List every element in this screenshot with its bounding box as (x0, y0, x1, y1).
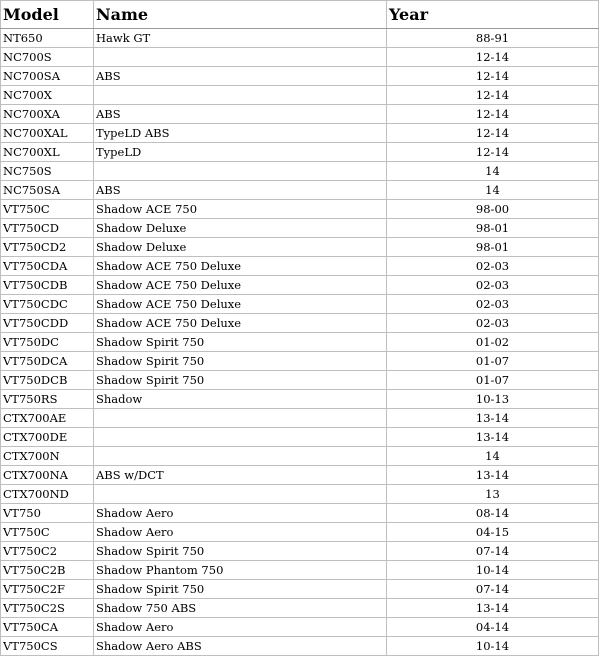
cell-model: VT750C2S (1, 599, 94, 618)
table-row (1, 580, 599, 599)
table-row (1, 181, 599, 200)
cell-year: 12-14 (387, 143, 599, 162)
cell-year: 12-14 (387, 86, 599, 105)
cell-year: 04-15 (387, 523, 599, 542)
table-row (1, 485, 599, 504)
cell-name: ABS (94, 105, 387, 124)
cell-year: 08-14 (387, 504, 599, 523)
cell-model: NC700X (1, 86, 94, 105)
cell-name: Shadow ACE 750 Deluxe (94, 295, 387, 314)
table-row (1, 409, 599, 428)
cell-name: Shadow Spirit 750 (94, 580, 387, 599)
table-row (1, 276, 599, 295)
table-row (1, 637, 599, 656)
cell-model: VT750CDA (1, 257, 94, 276)
table-row (1, 29, 599, 48)
table-row (1, 295, 599, 314)
cell-model: CTX700NA (1, 466, 94, 485)
cell-year: 13 (387, 485, 599, 504)
table-row (1, 447, 599, 466)
cell-name (94, 428, 387, 447)
cell-model: VT750CS (1, 637, 94, 656)
cell-name (94, 447, 387, 466)
cell-year: 14 (387, 162, 599, 181)
table-body (1, 29, 599, 656)
cell-year: 01-07 (387, 352, 599, 371)
table-row (1, 561, 599, 580)
cell-model: VT750 (1, 504, 94, 523)
table-row (1, 542, 599, 561)
cell-model: NC700SA (1, 67, 94, 86)
header-model: Model (1, 1, 94, 29)
cell-model: NT650 (1, 29, 94, 48)
cell-year: 12-14 (387, 124, 599, 143)
cell-name: Shadow (94, 390, 387, 409)
table-row (1, 105, 599, 124)
table-row (1, 219, 599, 238)
cell-name: Shadow Spirit 750 (94, 352, 387, 371)
table-row (1, 67, 599, 86)
cell-model: VT750DC (1, 333, 94, 352)
cell-year: 07-14 (387, 580, 599, 599)
table-row (1, 238, 599, 257)
cell-name: Shadow Spirit 750 (94, 371, 387, 390)
table-row (1, 314, 599, 333)
cell-model: CTX700AE (1, 409, 94, 428)
table-row (1, 333, 599, 352)
cell-model: CTX700DE (1, 428, 94, 447)
cell-name: Shadow Aero ABS (94, 637, 387, 656)
cell-model: NC700S (1, 48, 94, 67)
cell-name (94, 48, 387, 67)
table-row (1, 124, 599, 143)
table-row (1, 257, 599, 276)
cell-name: Shadow Deluxe (94, 238, 387, 257)
cell-year: 07-14 (387, 542, 599, 561)
table-header (1, 1, 599, 29)
cell-year: 01-07 (387, 371, 599, 390)
cell-model: VT750CDD (1, 314, 94, 333)
table-row (1, 200, 599, 219)
table-row (1, 48, 599, 67)
cell-name (94, 86, 387, 105)
cell-year: 04-14 (387, 618, 599, 637)
cell-model: VT750C2B (1, 561, 94, 580)
cell-model: VT750C2F (1, 580, 94, 599)
cell-name: ABS w/DCT (94, 466, 387, 485)
cell-name: Shadow ACE 750 Deluxe (94, 276, 387, 295)
cell-model: VT750C (1, 523, 94, 542)
cell-year: 14 (387, 181, 599, 200)
cell-model: VT750CD2 (1, 238, 94, 257)
cell-name: TypeLD (94, 143, 387, 162)
cell-year: 10-13 (387, 390, 599, 409)
cell-name: Hawk GT (94, 29, 387, 48)
cell-name: Shadow Spirit 750 (94, 333, 387, 352)
cell-model: CTX700N (1, 447, 94, 466)
cell-model: VT750CD (1, 219, 94, 238)
table-row (1, 466, 599, 485)
cell-name: Shadow Spirit 750 (94, 542, 387, 561)
cell-year: 02-03 (387, 314, 599, 333)
cell-model: NC700XAL (1, 124, 94, 143)
cell-model: NC750S (1, 162, 94, 181)
table-row (1, 618, 599, 637)
cell-year: 14 (387, 447, 599, 466)
cell-model: VT750C (1, 200, 94, 219)
cell-name: Shadow Phantom 750 (94, 561, 387, 580)
cell-year: 12-14 (387, 105, 599, 124)
cell-model: NC750SA (1, 181, 94, 200)
header-row (1, 1, 599, 29)
cell-model: VT750DCB (1, 371, 94, 390)
cell-year: 98-01 (387, 238, 599, 257)
cell-year: 13-14 (387, 428, 599, 447)
cell-name (94, 409, 387, 428)
table-row (1, 428, 599, 447)
cell-name: ABS (94, 67, 387, 86)
table-row (1, 143, 599, 162)
cell-year: 13-14 (387, 599, 599, 618)
table-row (1, 523, 599, 542)
cell-name: TypeLD ABS (94, 124, 387, 143)
table-row (1, 371, 599, 390)
cell-year: 98-00 (387, 200, 599, 219)
cell-year: 02-03 (387, 295, 599, 314)
cell-model: VT750CA (1, 618, 94, 637)
cell-name: Shadow Aero (94, 504, 387, 523)
cell-year: 12-14 (387, 48, 599, 67)
cell-year: 12-14 (387, 67, 599, 86)
cell-name: Shadow 750 ABS (94, 599, 387, 618)
cell-name: Shadow Aero (94, 523, 387, 542)
cell-year: 02-03 (387, 276, 599, 295)
cell-year: 10-14 (387, 561, 599, 580)
cell-model: VT750CDC (1, 295, 94, 314)
cell-model: VT750DCA (1, 352, 94, 371)
cell-name: Shadow ACE 750 Deluxe (94, 314, 387, 333)
cell-year: 88-91 (387, 29, 599, 48)
cell-model: VT750RS (1, 390, 94, 409)
cell-year: 98-01 (387, 219, 599, 238)
cell-name: Shadow ACE 750 (94, 200, 387, 219)
table-row (1, 352, 599, 371)
cell-model: VT750C2 (1, 542, 94, 561)
cell-model: NC700XA (1, 105, 94, 124)
cell-model: VT750CDB (1, 276, 94, 295)
table-row (1, 599, 599, 618)
cell-name: Shadow Deluxe (94, 219, 387, 238)
cell-name: Shadow ACE 750 Deluxe (94, 257, 387, 276)
cell-year: 01-02 (387, 333, 599, 352)
table-row (1, 86, 599, 105)
cell-year: 13-14 (387, 466, 599, 485)
header-year: Year (387, 1, 599, 29)
cell-year: 02-03 (387, 257, 599, 276)
cell-model: NC700XL (1, 143, 94, 162)
header-name: Name (94, 1, 387, 29)
table-row (1, 504, 599, 523)
cell-name: Shadow Aero (94, 618, 387, 637)
cell-model: CTX700ND (1, 485, 94, 504)
table-row (1, 162, 599, 181)
cell-name: ABS (94, 181, 387, 200)
table-row (1, 390, 599, 409)
cell-name (94, 485, 387, 504)
cell-year: 10-14 (387, 637, 599, 656)
cell-year: 13-14 (387, 409, 599, 428)
cell-name (94, 162, 387, 181)
